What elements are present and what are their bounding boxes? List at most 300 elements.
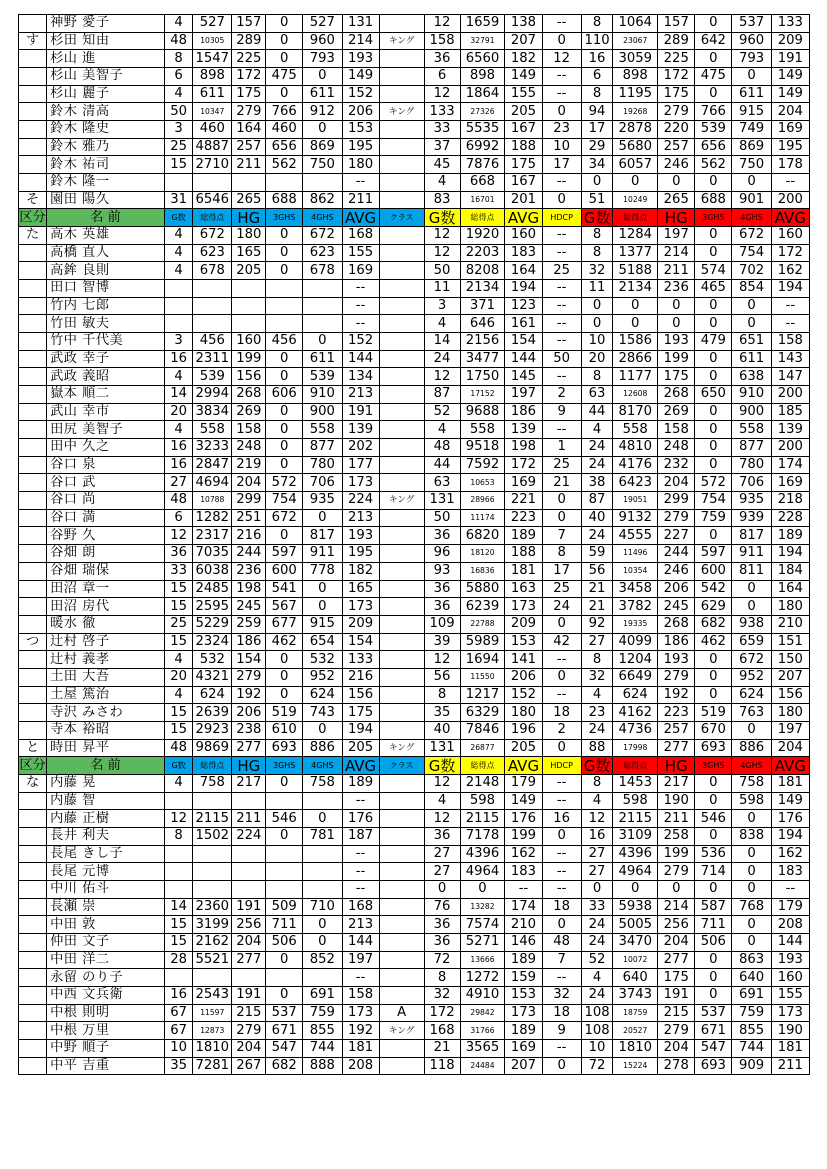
cell-g3-4ghs: 672 <box>732 651 771 669</box>
cell-hdcp: 2 <box>542 721 581 739</box>
cell-g1-hg: 279 <box>232 668 266 686</box>
cell-g3-avg: 204 <box>771 739 809 757</box>
cell-g3-4ghs: 935 <box>732 492 771 510</box>
cell-g1-avg: 169 <box>342 262 379 280</box>
cell-hdcp: 24 <box>542 598 581 616</box>
cell-g3-hg: 258 <box>658 827 695 845</box>
cell-hdcp: -- <box>542 845 581 863</box>
cell-class <box>379 439 424 457</box>
cell-hdcp: -- <box>542 68 581 86</box>
cell-name: 谷口 武 <box>47 474 165 492</box>
cell-hdcp: 17 <box>542 562 581 580</box>
cell-g2-total: 13282 <box>460 898 505 916</box>
cell-section <box>19 156 47 174</box>
cell-g1-hg: 225 <box>232 50 266 68</box>
cell-g1-hg: 160 <box>232 333 266 351</box>
cell-g3-avg: 162 <box>771 262 809 280</box>
cell-g3-total: 8170 <box>613 403 658 421</box>
cell-g3-3ghs: 0 <box>695 403 732 421</box>
cell-g3-4ghs: 0 <box>732 933 771 951</box>
cell-name: 竹田 敏夫 <box>47 315 165 333</box>
table-row <box>19 739 810 757</box>
cell-g1-avg: 213 <box>342 509 379 527</box>
cell-g3-total: 4099 <box>613 633 658 651</box>
cell-g3-hg: 277 <box>658 951 695 969</box>
cell-g1-total: 624 <box>193 686 232 704</box>
cell-g2-avg: 149 <box>505 792 542 810</box>
cell-g2-total: 1694 <box>460 651 505 669</box>
cell-g1-total: 4321 <box>193 668 232 686</box>
cell-name: 杉田 知由 <box>47 32 165 50</box>
cell-g1-3ghs: 711 <box>266 916 303 934</box>
cell-g3-hg: 279 <box>658 509 695 527</box>
cell-class <box>379 156 424 174</box>
cell-g3-games: 4 <box>581 686 612 704</box>
table-row <box>19 297 810 315</box>
cell-g3-4ghs: 0 <box>732 845 771 863</box>
cell-g3-total: 4176 <box>613 456 658 474</box>
cell-g3-hg: 244 <box>658 545 695 563</box>
cell-hdcp: 1 <box>542 439 581 457</box>
table-row <box>19 527 810 545</box>
cell-g3-games: 29 <box>581 138 612 156</box>
cell-g1-4ghs: 911 <box>303 545 342 563</box>
cell-g2-games: 3 <box>424 297 460 315</box>
header-g3-hg: HG <box>658 757 695 775</box>
cell-g3-total: 11496 <box>613 545 658 563</box>
cell-hdcp: -- <box>542 774 581 792</box>
cell-g1-3ghs: 0 <box>266 827 303 845</box>
cell-g1-games: 14 <box>165 386 193 404</box>
table-row <box>19 633 810 651</box>
cell-g1-games: 4 <box>165 651 193 669</box>
cell-g1-hg: 211 <box>232 810 266 828</box>
cell-g3-hg: 299 <box>658 492 695 510</box>
cell-g3-total: 1284 <box>613 227 658 245</box>
cell-g3-avg: 194 <box>771 545 809 563</box>
cell-g1-avg: 177 <box>342 456 379 474</box>
cell-g1-avg: 192 <box>342 1022 379 1040</box>
cell-g1-3ghs <box>266 969 303 987</box>
cell-g2-games: 12 <box>424 15 460 33</box>
cell-g1-avg: 214 <box>342 32 379 50</box>
cell-class <box>379 580 424 598</box>
cell-g3-games: 12 <box>581 810 612 828</box>
cell-g1-hg <box>232 280 266 298</box>
cell-g3-total: 3458 <box>613 580 658 598</box>
cell-g1-hg: 211 <box>232 156 266 174</box>
cell-g1-games <box>165 297 193 315</box>
table-row <box>19 562 810 580</box>
cell-section <box>19 951 47 969</box>
cell-g1-3ghs: 0 <box>266 668 303 686</box>
cell-g1-games: 4 <box>165 421 193 439</box>
cell-g1-hg: 204 <box>232 1039 266 1057</box>
cell-g1-avg: 168 <box>342 898 379 916</box>
table-row <box>19 880 810 898</box>
cell-g1-4ghs: 781 <box>303 827 342 845</box>
cell-g1-games: 28 <box>165 951 193 969</box>
cell-section <box>19 262 47 280</box>
cell-g3-hg: 193 <box>658 651 695 669</box>
cell-class <box>379 509 424 527</box>
cell-g2-avg: 175 <box>505 156 542 174</box>
cell-g3-avg: 189 <box>771 527 809 545</box>
cell-hdcp: -- <box>542 174 581 192</box>
cell-g1-games: 31 <box>165 191 193 209</box>
cell-g3-4ghs: 0 <box>732 68 771 86</box>
cell-g3-total: 0 <box>613 174 658 192</box>
header-g2-total: 総得点 <box>460 757 505 775</box>
cell-g1-4ghs <box>303 174 342 192</box>
header-g1-4ghs: 4GHS <box>303 209 342 227</box>
cell-g2-games: 83 <box>424 191 460 209</box>
table-row <box>19 403 810 421</box>
cell-g3-total: 640 <box>613 969 658 987</box>
cell-section <box>19 615 47 633</box>
cell-g1-total: 1547 <box>193 50 232 68</box>
cell-g1-total: 3233 <box>193 439 232 457</box>
cell-g3-4ghs: 938 <box>732 615 771 633</box>
cell-g2-total: 4396 <box>460 845 505 863</box>
cell-g3-avg: -- <box>771 880 809 898</box>
cell-class <box>379 315 424 333</box>
cell-g3-games: 8 <box>581 368 612 386</box>
cell-section <box>19 916 47 934</box>
cell-g1-3ghs: 656 <box>266 138 303 156</box>
cell-g1-total: 2639 <box>193 704 232 722</box>
cell-g2-total: 5880 <box>460 580 505 598</box>
cell-g1-3ghs: 462 <box>266 633 303 651</box>
cell-g1-total: 7281 <box>193 1057 232 1075</box>
cell-g1-games: 4 <box>165 15 193 33</box>
cell-g1-3ghs: 610 <box>266 721 303 739</box>
cell-g1-total: 2847 <box>193 456 232 474</box>
cell-g2-avg: 160 <box>505 227 542 245</box>
table-row <box>19 827 810 845</box>
cell-g2-total: 22788 <box>460 615 505 633</box>
cell-name: 鈴木 清高 <box>47 103 165 121</box>
cell-g3-hg: 277 <box>658 739 695 757</box>
header-g1-games: G数 <box>165 209 193 227</box>
cell-g1-games <box>165 174 193 192</box>
cell-g3-hg: 0 <box>658 880 695 898</box>
cell-g3-4ghs: 598 <box>732 792 771 810</box>
cell-hdcp: 25 <box>542 456 581 474</box>
cell-g3-3ghs: 572 <box>695 474 732 492</box>
cell-g1-games: 20 <box>165 403 193 421</box>
cell-g3-3ghs: 642 <box>695 32 732 50</box>
table-row <box>19 1022 810 1040</box>
cell-g3-total: 0 <box>613 880 658 898</box>
cell-section <box>19 668 47 686</box>
cell-g3-hg: 232 <box>658 456 695 474</box>
cell-g3-avg: 139 <box>771 421 809 439</box>
cell-g2-games: 12 <box>424 368 460 386</box>
cell-g3-4ghs: 0 <box>732 916 771 934</box>
cell-g1-4ghs: 817 <box>303 527 342 545</box>
cell-g2-avg: 189 <box>505 1022 542 1040</box>
cell-g3-total: 2115 <box>613 810 658 828</box>
cell-g1-hg: 279 <box>232 103 266 121</box>
cell-section: つ <box>19 633 47 651</box>
cell-g3-games: 16 <box>581 50 612 68</box>
cell-hdcp: 18 <box>542 898 581 916</box>
cell-g1-games: 36 <box>165 545 193 563</box>
cell-section <box>19 280 47 298</box>
cell-g3-games: 24 <box>581 916 612 934</box>
cell-section <box>19 103 47 121</box>
cell-section: な <box>19 774 47 792</box>
cell-g2-games: 36 <box>424 933 460 951</box>
cell-name: 谷口 尚 <box>47 492 165 510</box>
cell-g3-avg: 209 <box>771 32 809 50</box>
cell-g3-4ghs: 611 <box>732 85 771 103</box>
cell-name: 武山 幸市 <box>47 403 165 421</box>
cell-hdcp: -- <box>542 85 581 103</box>
cell-section <box>19 403 47 421</box>
cell-g1-games: 16 <box>165 456 193 474</box>
cell-g2-avg: 146 <box>505 933 542 951</box>
cell-g3-hg: 269 <box>658 403 695 421</box>
cell-g1-4ghs: 758 <box>303 774 342 792</box>
cell-g2-avg: 197 <box>505 386 542 404</box>
cell-class <box>379 827 424 845</box>
cell-g2-total: 16701 <box>460 191 505 209</box>
cell-g1-avg: 197 <box>342 951 379 969</box>
cell-g3-games: 88 <box>581 739 612 757</box>
cell-hdcp: 50 <box>542 350 581 368</box>
cell-g3-3ghs: 0 <box>695 986 732 1004</box>
cell-g2-games: 39 <box>424 633 460 651</box>
cell-g3-hg: 268 <box>658 386 695 404</box>
cell-g2-games: 133 <box>424 103 460 121</box>
cell-name: 谷野 久 <box>47 527 165 545</box>
cell-g1-games: 4 <box>165 262 193 280</box>
cell-name: 田沼 章一 <box>47 580 165 598</box>
cell-hdcp: 12 <box>542 50 581 68</box>
cell-g3-4ghs: 537 <box>732 15 771 33</box>
cell-name: 内藤 晃 <box>47 774 165 792</box>
cell-class <box>379 562 424 580</box>
cell-class <box>379 15 424 33</box>
cell-g1-3ghs: 0 <box>266 368 303 386</box>
table-row <box>19 898 810 916</box>
header-section: 区分 <box>19 757 46 773</box>
cell-section <box>19 386 47 404</box>
cell-hdcp: 10 <box>542 138 581 156</box>
cell-g1-4ghs: 780 <box>303 456 342 474</box>
cell-g3-4ghs: 763 <box>732 704 771 722</box>
cell-g3-3ghs: 711 <box>695 916 732 934</box>
cell-hdcp: 0 <box>542 739 581 757</box>
cell-g1-total <box>193 792 232 810</box>
cell-class <box>379 527 424 545</box>
cell-g1-avg: 211 <box>342 191 379 209</box>
cell-g3-total: 3470 <box>613 933 658 951</box>
cell-hdcp: 8 <box>542 545 581 563</box>
cell-g3-4ghs: 901 <box>732 191 771 209</box>
table-row <box>19 227 810 245</box>
cell-g3-avg: -- <box>771 297 809 315</box>
cell-g1-total: 5229 <box>193 615 232 633</box>
cell-g3-4ghs: 854 <box>732 280 771 298</box>
cell-g1-games: 15 <box>165 704 193 722</box>
table-row <box>19 262 810 280</box>
cell-g1-total <box>193 845 232 863</box>
cell-g3-4ghs: 659 <box>732 633 771 651</box>
cell-g3-hg: 246 <box>658 562 695 580</box>
cell-g1-total: 1282 <box>193 509 232 527</box>
cell-g3-total: 5005 <box>613 916 658 934</box>
cell-g3-3ghs: 656 <box>695 138 732 156</box>
cell-g2-total: 5989 <box>460 633 505 651</box>
cell-g1-total: 678 <box>193 262 232 280</box>
cell-g2-total: 26877 <box>460 739 505 757</box>
cell-class <box>379 986 424 1004</box>
cell-hdcp: 0 <box>542 1057 581 1075</box>
table-row <box>19 121 810 139</box>
cell-g1-3ghs <box>266 792 303 810</box>
cell-g1-total: 456 <box>193 333 232 351</box>
cell-g3-4ghs: 0 <box>732 721 771 739</box>
cell-hdcp: -- <box>542 686 581 704</box>
cell-class <box>379 456 424 474</box>
cell-g2-games: 168 <box>424 1022 460 1040</box>
cell-class <box>379 85 424 103</box>
cell-g2-games: 21 <box>424 1039 460 1057</box>
cell-g3-games: 59 <box>581 545 612 563</box>
cell-g3-3ghs: 479 <box>695 333 732 351</box>
cell-g2-avg: -- <box>505 880 542 898</box>
cell-g2-games: 12 <box>424 85 460 103</box>
cell-g3-total: 6423 <box>613 474 658 492</box>
cell-g1-avg: 154 <box>342 633 379 651</box>
cell-section <box>19 845 47 863</box>
cell-g1-total: 532 <box>193 651 232 669</box>
cell-g2-avg: 188 <box>505 545 542 563</box>
cell-g1-hg: 277 <box>232 951 266 969</box>
cell-g3-games: 4 <box>581 421 612 439</box>
cell-g3-hg: 289 <box>658 32 695 50</box>
cell-class <box>379 668 424 686</box>
cell-name: 竹内 七郎 <box>47 297 165 315</box>
cell-g3-hg: 204 <box>658 474 695 492</box>
cell-g3-games: 8 <box>581 651 612 669</box>
cell-g3-total: 4964 <box>613 863 658 881</box>
cell-g1-avg: 173 <box>342 598 379 616</box>
cell-g1-games: 15 <box>165 916 193 934</box>
cell-name: 高鉾 良則 <box>47 262 165 280</box>
header-class: クラス <box>379 209 424 227</box>
cell-g2-avg: 189 <box>505 951 542 969</box>
cell-g1-hg: 259 <box>232 615 266 633</box>
cell-g3-avg: 208 <box>771 916 809 934</box>
cell-g1-hg <box>232 845 266 863</box>
cell-class <box>379 227 424 245</box>
cell-g3-hg: 245 <box>658 598 695 616</box>
table-row <box>19 916 810 934</box>
table-row <box>19 68 810 86</box>
table-row <box>19 15 810 33</box>
cell-g1-avg: -- <box>342 792 379 810</box>
cell-g3-avg: 211 <box>771 1057 809 1075</box>
cell-g3-3ghs: 754 <box>695 492 732 510</box>
cell-g1-hg: 156 <box>232 368 266 386</box>
cell-hdcp: -- <box>542 792 581 810</box>
cell-g1-4ghs: 0 <box>303 68 342 86</box>
cell-g1-3ghs: 0 <box>266 350 303 368</box>
cell-class: キング <box>379 103 424 121</box>
cell-class <box>379 898 424 916</box>
cell-g1-4ghs: 935 <box>303 492 342 510</box>
cell-g3-total: 17998 <box>613 739 658 757</box>
cell-g2-avg: 173 <box>505 1004 542 1022</box>
cell-g2-avg: 167 <box>505 174 542 192</box>
cell-g1-3ghs: 547 <box>266 1039 303 1057</box>
cell-g3-4ghs: 651 <box>732 333 771 351</box>
cell-g1-total: 2324 <box>193 633 232 651</box>
cell-class: キング <box>379 739 424 757</box>
cell-hdcp: 25 <box>542 262 581 280</box>
cell-g3-avg: 204 <box>771 103 809 121</box>
cell-g3-4ghs: 0 <box>732 880 771 898</box>
cell-g3-3ghs: 671 <box>695 1022 732 1040</box>
cell-g1-4ghs: 672 <box>303 227 342 245</box>
cell-g1-hg <box>232 863 266 881</box>
cell-name: 辻村 義孝 <box>47 651 165 669</box>
cell-g1-avg: 194 <box>342 721 379 739</box>
cell-g3-total: 6649 <box>613 668 658 686</box>
cell-g3-games: 20 <box>581 350 612 368</box>
cell-g3-avg: 133 <box>771 15 809 33</box>
cell-g3-3ghs: 0 <box>695 421 732 439</box>
header-g2-avg: AVG <box>505 757 542 775</box>
cell-name: 永留 のり子 <box>47 969 165 987</box>
cell-g3-games: 21 <box>581 598 612 616</box>
cell-g3-games: 32 <box>581 262 612 280</box>
cell-g1-avg: 152 <box>342 333 379 351</box>
cell-section <box>19 350 47 368</box>
cell-g2-total: 7876 <box>460 156 505 174</box>
cell-g1-total: 11597 <box>193 1004 232 1022</box>
cell-g1-3ghs <box>266 297 303 315</box>
cell-g2-total: 1864 <box>460 85 505 103</box>
cell-hdcp: 0 <box>542 191 581 209</box>
cell-hdcp: 21 <box>542 474 581 492</box>
cell-g2-games: 12 <box>424 810 460 828</box>
cell-g3-3ghs: 0 <box>695 297 732 315</box>
cell-g1-3ghs: 0 <box>266 32 303 50</box>
cell-g2-avg: 205 <box>505 739 542 757</box>
cell-g3-avg: 176 <box>771 810 809 828</box>
cell-class <box>379 68 424 86</box>
cell-g1-avg: 152 <box>342 85 379 103</box>
cell-g1-games: 35 <box>165 1057 193 1075</box>
table-row <box>19 509 810 527</box>
cell-section <box>19 121 47 139</box>
cell-hdcp: 0 <box>542 492 581 510</box>
column-header-row <box>19 209 810 227</box>
cell-g1-4ghs: 852 <box>303 951 342 969</box>
cell-g3-games: 72 <box>581 1057 612 1075</box>
cell-g3-4ghs: 863 <box>732 951 771 969</box>
cell-name: 田中 久之 <box>47 439 165 457</box>
cell-g3-games: 51 <box>581 191 612 209</box>
cell-g2-avg: 201 <box>505 191 542 209</box>
cell-g3-avg: 173 <box>771 1004 809 1022</box>
cell-g2-avg: 144 <box>505 350 542 368</box>
